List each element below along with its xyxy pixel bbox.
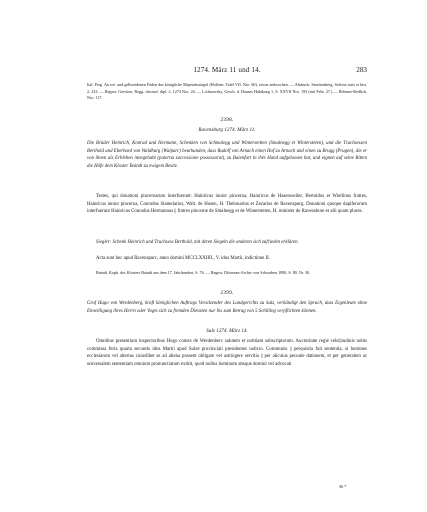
text-2398-witnesses: Testes, qui donationi pincernarum interfuerunt: Hainricus iunior pincerna, Hainricus de Hasenweiler, Bertoldus et Wiellinus fratres, Hainricus iunior pincerna, Conradus Stamelarius, Walt. de Husen, H. Thelonarius et Zezarius de Ravenspurg. Donationi quoque dapiferorum interfuerunt Hainricus Conradus Hermannus || fratres pincerne de Smalnegg et de Wintersteten, H. minister de Ravensbure et alii quam plures. <box>87 194 367 215</box>
document-number-2398: 2398. <box>220 117 234 123</box>
dateline-2399: Sulz 1274. März 14. <box>206 328 248 334</box>
sigler-2398: Siegler: Schenk Heinrich und Truchsess Berthold, mit deren Siegeln die anderen sich zufrieden erklären. <box>96 240 299 245</box>
running-header <box>87 66 367 78</box>
header-title: 1274. März 11 und 14. <box>193 66 261 74</box>
previous-document-notes: Ital. Perg. An rot- und gelbseidenen Fäden das königliche Majestätssiegel (Hoffner, Tafel VII. Nro. 60), etwas zerbrochen. — Abdruck: Senckenberg, Selecta iuris et hist. 2, 233. — Regest: Gercken, Regg. chronol. dipl. 2, 1274 Nro. 24. — Lichnowsky, Gesch. d. Hauses Habsburg 1, S. XXVII Nro. 193 (mit Febr. 27.) — Böhmer-Redlich, Nro. 117. <box>87 82 367 101</box>
signature-mark: 36 * <box>339 484 347 489</box>
page-number: 283 <box>356 66 367 74</box>
summary-2398: Die Brüder Heinrich, Konrad und Hermann, Schenken von Schmalegg und Winterstetten (Smalnegg et Wintersteten), und die Truchsessen Berthold und Eberhard von Waldburg (Walpurc) beurkunden, dass Rudolf von Arnach einen Hof zu Arnach und einen zu Brugg (Prugen), die er von ihnen als Erblehen innegehabt (paterna successione possessorat), zu Baienfurt in ihre Hand aufgelassen hat, und eignen auf seine Bitten die Höfe dem Kloster Baindt zu ewigem Besitz. <box>87 141 367 169</box>
text-2398-acta: Acta sunt hec apud Ravenspurc, anno domini MCCLXXIIII., V. idus Martii, indictione II. <box>96 256 270 261</box>
dateline-2398: Ravensburg 1274. März 11. <box>198 127 256 133</box>
summary-2399: Graf Hugo von Werdenberg, kraft königlichen Auftrags Vorsitzender des Landgerichts zu Sulz, verkündigt den Spruch, dass Eigenleute ohne Einwilligung ihres Herrn oder Vogts sich zu fremden Diensten nur bis zum Betrag von 5 Schilling verpflichten können. <box>87 301 367 314</box>
archive-note-2398: Baindt. Kopb. des Klosters Baindt aus dem 17. Jahrhundert, S. 76. — Regest: Diözesan-Archiv von Schwaben 1890, S. 80, Nr. 30. <box>96 270 311 275</box>
text-2399: Omnibus presentium inspectoribus Hugo comes de Werdenberc salutem et notitiam subscriptorum. Auctoritate regie celsi||tudinis nobis commissa feria quarta secundo idus Martii apud Sulze provinciali presidentes iudicio. Communis || perquisita fuit sententia, si homines ecclesiarum vel alterius cuiuslibet se ad aliena possent obligare vel astringere servitia || per alicuius pecunie dationem, et per generalem ac universalem sententiam omnium pronunctiatum extitit, quod nullus hominum absque domini vel advocati <box>87 339 367 367</box>
document-number-2399: 2399. <box>220 290 234 296</box>
